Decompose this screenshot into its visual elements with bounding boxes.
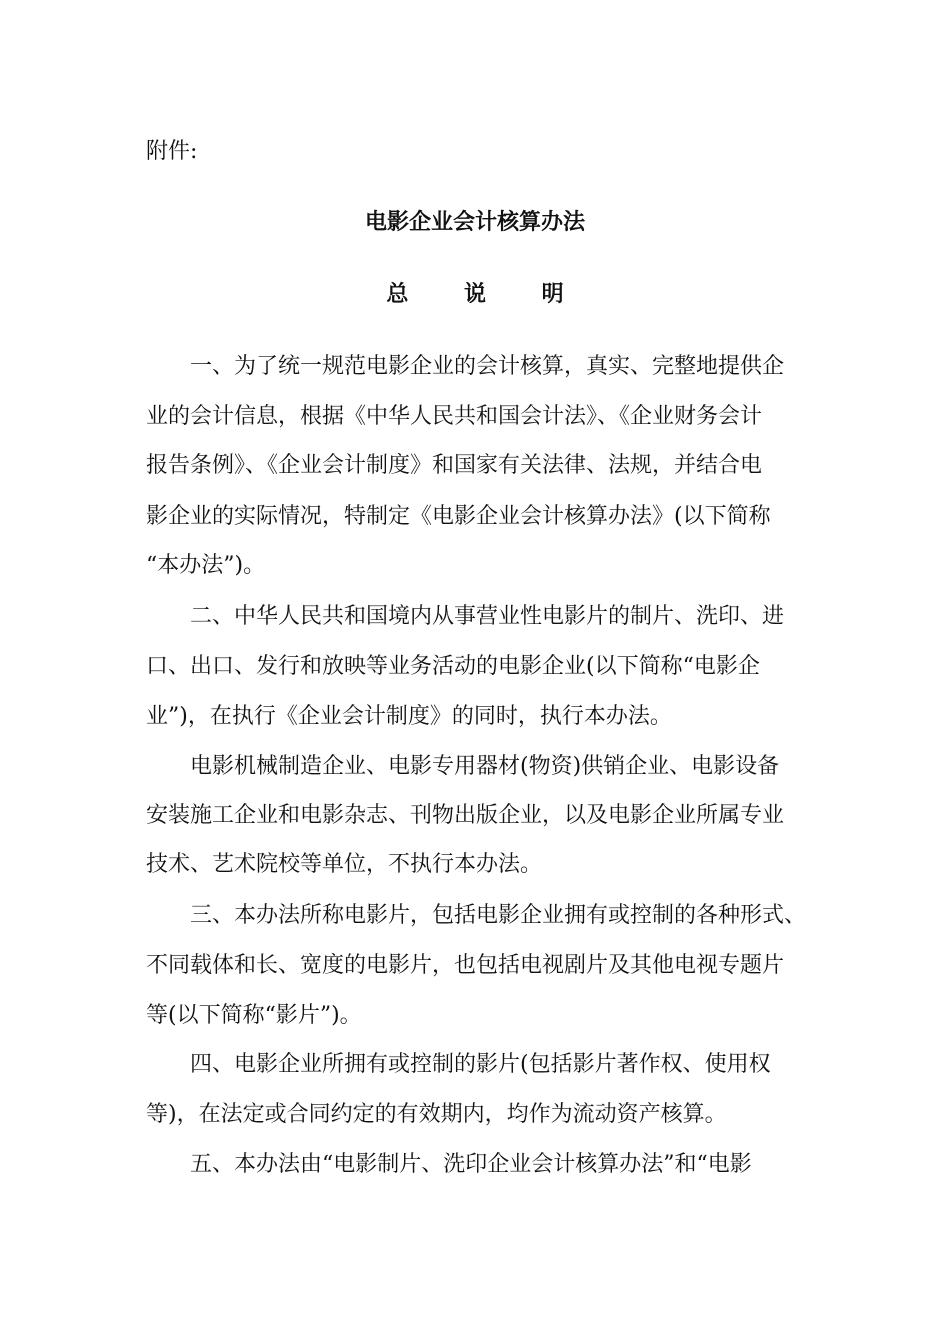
body-line: 口、出口、发行和放映等业务活动的电影企业(以下简称“电影企 <box>146 654 760 679</box>
body-line: 一、为了统一规范电影企业的会计核算，真实、完整地提供企 <box>190 354 785 379</box>
body-line: 报告条例》、《企业会计制度》和国家有关法律、法规，并结合电 <box>146 453 763 478</box>
body-line: 三、本办法所称电影片，包括电影企业拥有或控制的各种形式、 <box>190 903 807 928</box>
body-line: 不同载体和长、宽度的电影片，也包括电视剧片及其他电视专题片 <box>146 953 785 978</box>
body-line: 等(以下简称“影片”)。 <box>146 1003 362 1028</box>
attachment-label: 附件: <box>146 139 198 164</box>
body-line: “本办法”)。 <box>146 553 266 578</box>
body-line: 等)，在法定或合同约定的有效期内，均作为流动资产核算。 <box>146 1102 727 1127</box>
body-line: 安装施工企业和电影杂志、刊物出版企业，以及电影企业所属专业 <box>146 803 785 828</box>
body-line: 影企业的实际情况，特制定《电影企业会计核算办法》(以下简称 <box>146 504 771 529</box>
section-heading: 总 说 明 <box>386 282 588 307</box>
body-line: 二、中华人民共和国境内从事营业性电影片的制片、洗印、进 <box>190 604 785 629</box>
body-line: 五、本办法由“电影制片、洗印企业会计核算办法”和“电影 <box>190 1152 752 1177</box>
document-title: 电影企业会计核算办法 <box>364 210 585 235</box>
body-line: 电影机械制造企业、电影专用器材(物资)供销企业、电影设备 <box>190 754 780 779</box>
body-line: 技术、艺术院校等单位，不执行本办法。 <box>146 852 543 877</box>
body-line: 业”)，在执行《企业会计制度》的同时，执行本办法。 <box>146 704 672 729</box>
body-line: 四、电影企业所拥有或控制的影片(包括影片著作权、使用权 <box>190 1052 771 1077</box>
body-line: 业的会计信息，根据《中华人民共和国会计法》、《企业财务会计 <box>146 404 763 429</box>
